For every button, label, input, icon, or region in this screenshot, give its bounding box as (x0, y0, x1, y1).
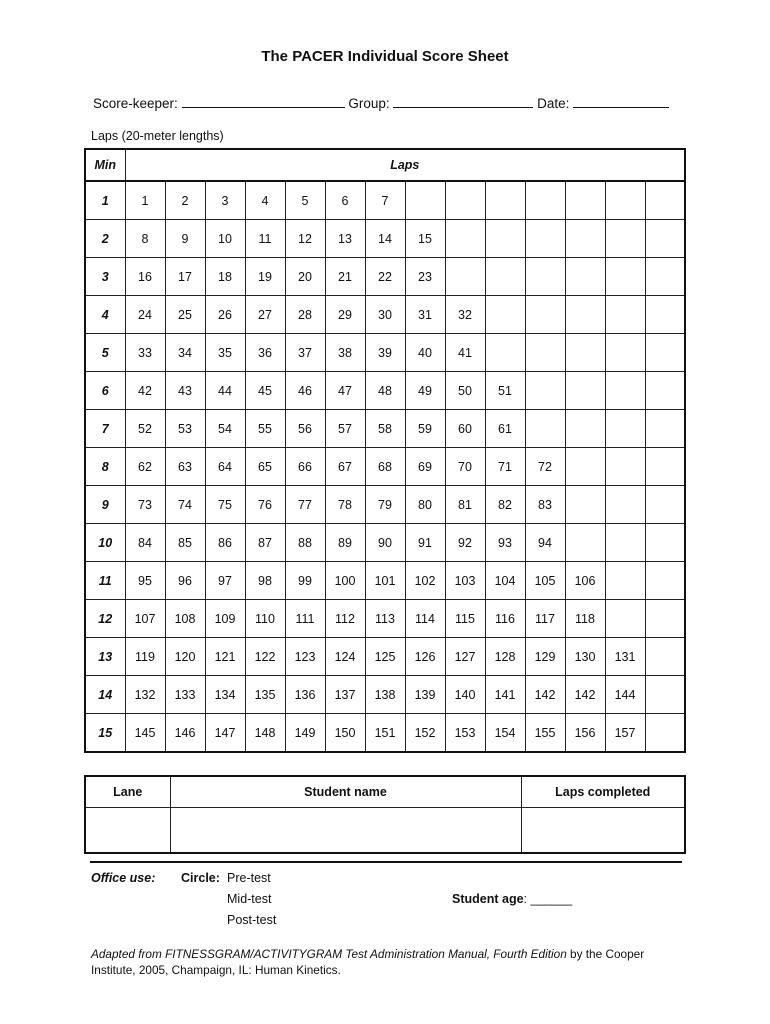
lap-cell[interactable]: 98 (245, 562, 285, 600)
lap-cell[interactable]: 130 (565, 638, 605, 676)
minute-cell: 3 (85, 258, 125, 296)
minute-cell: 6 (85, 372, 125, 410)
lap-cell[interactable]: 141 (485, 676, 525, 714)
lap-cell[interactable]: 7 (365, 181, 405, 220)
laps-row (85, 524, 685, 562)
lap-cell[interactable]: 138 (365, 676, 405, 714)
lap-cell[interactable]: 114 (405, 600, 445, 638)
lap-cell[interactable] (565, 486, 605, 524)
lap-cell[interactable]: 72 (525, 448, 565, 486)
lap-cell[interactable]: 52 (125, 410, 165, 448)
lap-cell[interactable]: 156 (565, 714, 605, 753)
lap-cell[interactable]: 118 (565, 600, 605, 638)
lap-cell[interactable]: 3 (205, 181, 245, 220)
lap-cell[interactable]: 96 (165, 562, 205, 600)
lap-cell[interactable]: 67 (325, 448, 365, 486)
lap-cell[interactable]: 71 (485, 448, 525, 486)
lap-cell[interactable]: 146 (165, 714, 205, 753)
lap-cell[interactable]: 83 (525, 486, 565, 524)
lap-cell[interactable]: 28 (285, 296, 325, 334)
lap-cell[interactable] (645, 220, 685, 258)
option-post-test[interactable]: Post-test (227, 913, 277, 927)
lap-cell[interactable]: 48 (365, 372, 405, 410)
laps-header: Laps (125, 149, 685, 181)
lap-cell[interactable]: 10 (205, 220, 245, 258)
lap-cell[interactable] (565, 296, 605, 334)
lap-cell[interactable]: 65 (245, 448, 285, 486)
lap-cell[interactable]: 62 (125, 448, 165, 486)
lap-cell[interactable]: 103 (445, 562, 485, 600)
lap-cell[interactable]: 29 (325, 296, 365, 334)
page-title: The PACER Individual Score Sheet (261, 48, 509, 65)
laps-row (85, 296, 685, 334)
lap-cell[interactable]: 91 (405, 524, 445, 562)
lap-cell[interactable]: 53 (165, 410, 205, 448)
laps-row (85, 600, 685, 638)
lap-cell[interactable]: 88 (285, 524, 325, 562)
lap-cell[interactable]: 40 (405, 334, 445, 372)
lap-cell[interactable]: 152 (405, 714, 445, 753)
lap-cell[interactable] (605, 486, 645, 524)
lap-cell[interactable]: 6 (325, 181, 365, 220)
laps-body (85, 181, 685, 752)
footnote-source: Adapted from FITNESSGRAM/ACTIVITYGRAM Test Administration Manual, Fourth Edition (91, 947, 567, 961)
lap-cell[interactable] (605, 296, 645, 334)
lap-cell[interactable]: 109 (205, 600, 245, 638)
lap-cell[interactable]: 87 (245, 524, 285, 562)
lap-cell[interactable]: 124 (325, 638, 365, 676)
lap-cell[interactable]: 122 (245, 638, 285, 676)
minute-cell: 15 (85, 714, 125, 753)
lap-cell[interactable]: 135 (245, 676, 285, 714)
student-name-header: Student name (170, 776, 521, 808)
lap-cell[interactable]: 25 (165, 296, 205, 334)
lap-cell[interactable]: 61 (485, 410, 525, 448)
lap-cell[interactable]: 54 (205, 410, 245, 448)
lap-cell[interactable]: 149 (285, 714, 325, 753)
laps-caption: Laps (20-meter lengths) (91, 129, 224, 143)
lap-cell[interactable] (645, 600, 685, 638)
lap-cell[interactable]: 111 (285, 600, 325, 638)
lap-cell[interactable] (525, 181, 565, 220)
lap-cell[interactable] (525, 220, 565, 258)
lap-cell[interactable]: 43 (165, 372, 205, 410)
lap-cell[interactable]: 31 (405, 296, 445, 334)
lap-cell[interactable]: 70 (445, 448, 485, 486)
lap-cell[interactable]: 17 (165, 258, 205, 296)
lap-cell[interactable]: 108 (165, 600, 205, 638)
lap-cell[interactable] (605, 334, 645, 372)
lap-cell[interactable]: 2 (165, 181, 205, 220)
lap-cell[interactable]: 39 (365, 334, 405, 372)
lap-cell[interactable] (605, 600, 645, 638)
lap-cell[interactable] (605, 181, 645, 220)
lap-cell[interactable]: 4 (245, 181, 285, 220)
scorekeeper-field[interactable] (182, 94, 345, 108)
lap-cell[interactable] (485, 220, 525, 258)
lap-cell[interactable]: 144 (605, 676, 645, 714)
lap-cell[interactable]: 142 (565, 676, 605, 714)
lap-cell[interactable]: 102 (405, 562, 445, 600)
lap-cell[interactable]: 9 (165, 220, 205, 258)
lap-cell[interactable]: 128 (485, 638, 525, 676)
lap-cell[interactable]: 56 (285, 410, 325, 448)
lap-cell[interactable]: 148 (245, 714, 285, 753)
student-name-cell[interactable] (170, 808, 521, 854)
lap-cell[interactable]: 120 (165, 638, 205, 676)
lap-cell[interactable]: 22 (365, 258, 405, 296)
lap-cell[interactable]: 151 (365, 714, 405, 753)
lap-cell[interactable]: 77 (285, 486, 325, 524)
lap-cell[interactable] (645, 638, 685, 676)
laps-table (84, 148, 686, 753)
group-label: Group: (348, 96, 390, 111)
lap-cell[interactable]: 131 (605, 638, 645, 676)
lap-cell[interactable]: 95 (125, 562, 165, 600)
lap-cell[interactable]: 26 (205, 296, 245, 334)
lap-cell[interactable]: 137 (325, 676, 365, 714)
minute-cell: 8 (85, 448, 125, 486)
minute-cell: 7 (85, 410, 125, 448)
laps-row (85, 258, 685, 296)
lap-cell[interactable]: 73 (125, 486, 165, 524)
lap-cell[interactable] (445, 258, 485, 296)
lap-cell[interactable]: 5 (285, 181, 325, 220)
laps-row (85, 638, 685, 676)
lap-cell[interactable] (485, 258, 525, 296)
lap-cell[interactable]: 93 (485, 524, 525, 562)
option-pre-test[interactable]: Pre-test (227, 871, 271, 885)
lap-cell[interactable] (565, 372, 605, 410)
lap-cell[interactable]: 90 (365, 524, 405, 562)
lap-cell[interactable]: 8 (125, 220, 165, 258)
minute-cell: 1 (85, 181, 125, 220)
laps-completed-cell[interactable] (521, 808, 685, 854)
lap-cell[interactable]: 123 (285, 638, 325, 676)
lap-cell[interactable] (645, 486, 685, 524)
lap-cell[interactable]: 155 (525, 714, 565, 753)
lap-cell[interactable] (605, 448, 645, 486)
lap-cell[interactable]: 12 (285, 220, 325, 258)
lane-header: Lane (85, 776, 170, 808)
lap-cell[interactable]: 133 (165, 676, 205, 714)
lap-cell[interactable] (565, 334, 605, 372)
lap-cell[interactable]: 63 (165, 448, 205, 486)
lap-cell[interactable]: 18 (205, 258, 245, 296)
lap-cell[interactable] (565, 410, 605, 448)
lap-cell[interactable]: 66 (285, 448, 325, 486)
lap-cell[interactable]: 41 (445, 334, 485, 372)
lap-cell[interactable]: 136 (285, 676, 325, 714)
lap-cell[interactable] (605, 258, 645, 296)
lap-cell[interactable]: 37 (285, 334, 325, 372)
footnote (91, 946, 691, 978)
lap-cell[interactable]: 60 (445, 410, 485, 448)
lap-cell[interactable]: 46 (285, 372, 325, 410)
lap-cell[interactable]: 117 (525, 600, 565, 638)
office-divider (90, 861, 682, 863)
lap-cell[interactable] (525, 410, 565, 448)
minute-cell: 13 (85, 638, 125, 676)
lap-cell[interactable]: 94 (525, 524, 565, 562)
laps-row (85, 372, 685, 410)
lap-cell[interactable] (565, 220, 605, 258)
group-field[interactable] (393, 94, 533, 108)
lap-cell[interactable]: 119 (125, 638, 165, 676)
lap-cell[interactable]: 82 (485, 486, 525, 524)
lap-cell[interactable]: 36 (245, 334, 285, 372)
laps-row (85, 334, 685, 372)
lap-cell[interactable]: 80 (405, 486, 445, 524)
lap-cell[interactable]: 21 (325, 258, 365, 296)
lap-cell[interactable]: 35 (205, 334, 245, 372)
lap-cell[interactable] (605, 524, 645, 562)
option-mid-test[interactable]: Mid-test (227, 892, 272, 906)
lap-cell[interactable]: 116 (485, 600, 525, 638)
lap-cell[interactable] (405, 181, 445, 220)
lap-cell[interactable]: 76 (245, 486, 285, 524)
footnote-citation: by the Cooper Institute, 2005, Champaign, IL: Human Kinetics. (91, 947, 645, 977)
laps-header-row (85, 149, 685, 181)
lap-cell[interactable]: 30 (365, 296, 405, 334)
laps-row (85, 562, 685, 600)
minute-cell: 10 (85, 524, 125, 562)
lap-cell[interactable]: 142 (525, 676, 565, 714)
lap-cell[interactable]: 13 (325, 220, 365, 258)
lap-cell[interactable]: 55 (245, 410, 285, 448)
lap-cell[interactable]: 75 (205, 486, 245, 524)
lap-cell[interactable]: 154 (485, 714, 525, 753)
minute-cell: 11 (85, 562, 125, 600)
lap-cell[interactable]: 16 (125, 258, 165, 296)
lap-cell[interactable]: 100 (325, 562, 365, 600)
lap-cell[interactable]: 45 (245, 372, 285, 410)
lap-cell[interactable]: 34 (165, 334, 205, 372)
lap-cell[interactable]: 64 (205, 448, 245, 486)
lap-cell[interactable] (605, 220, 645, 258)
lap-cell[interactable] (645, 296, 685, 334)
scorekeeper-label: Score-keeper: (93, 96, 178, 111)
lap-cell[interactable] (645, 372, 685, 410)
lap-cell[interactable]: 86 (205, 524, 245, 562)
lap-cell[interactable]: 33 (125, 334, 165, 372)
laps-row (85, 410, 685, 448)
office-use-label: Office use: (91, 871, 156, 885)
lap-cell[interactable]: 23 (405, 258, 445, 296)
lap-cell[interactable]: 78 (325, 486, 365, 524)
lap-cell[interactable]: 15 (405, 220, 445, 258)
lap-cell[interactable] (485, 334, 525, 372)
lap-cell[interactable] (645, 181, 685, 220)
lane-cell[interactable] (85, 808, 170, 854)
lap-cell[interactable]: 81 (445, 486, 485, 524)
lap-cell[interactable]: 69 (405, 448, 445, 486)
lap-cell[interactable]: 1 (125, 181, 165, 220)
lap-cell[interactable] (525, 296, 565, 334)
lap-cell[interactable] (565, 258, 605, 296)
lap-cell[interactable] (485, 181, 525, 220)
laps-completed-header: Laps completed (521, 776, 685, 808)
laps-row (85, 676, 685, 714)
lap-cell[interactable] (605, 562, 645, 600)
lap-cell[interactable]: 105 (525, 562, 565, 600)
lap-cell[interactable]: 19 (245, 258, 285, 296)
lap-cell[interactable]: 129 (525, 638, 565, 676)
laps-row (85, 486, 685, 524)
lap-cell[interactable]: 49 (405, 372, 445, 410)
minute-cell: 9 (85, 486, 125, 524)
lap-cell[interactable]: 113 (365, 600, 405, 638)
minute-cell: 2 (85, 220, 125, 258)
lap-cell[interactable] (565, 181, 605, 220)
lap-cell[interactable]: 126 (405, 638, 445, 676)
lap-cell[interactable]: 106 (565, 562, 605, 600)
min-header: Min (85, 149, 125, 181)
lap-cell[interactable]: 85 (165, 524, 205, 562)
lap-cell[interactable]: 150 (325, 714, 365, 753)
circle-label: Circle: (181, 871, 220, 885)
lap-cell[interactable] (525, 372, 565, 410)
header-fields (93, 94, 669, 111)
lap-cell[interactable]: 20 (285, 258, 325, 296)
lap-cell[interactable] (645, 410, 685, 448)
student-header-row (85, 776, 685, 808)
lap-cell[interactable]: 51 (485, 372, 525, 410)
lap-cell[interactable] (645, 334, 685, 372)
lap-cell[interactable] (645, 562, 685, 600)
minute-cell: 12 (85, 600, 125, 638)
lap-cell[interactable]: 74 (165, 486, 205, 524)
lap-cell[interactable]: 32 (445, 296, 485, 334)
laps-row (85, 714, 685, 753)
minute-cell: 14 (85, 676, 125, 714)
lap-cell[interactable]: 38 (325, 334, 365, 372)
lap-cell[interactable]: 112 (325, 600, 365, 638)
lap-cell[interactable]: 115 (445, 600, 485, 638)
laps-row (85, 181, 685, 220)
lap-cell[interactable]: 110 (245, 600, 285, 638)
date-label: Date: (537, 96, 570, 111)
lap-cell[interactable] (565, 448, 605, 486)
lap-cell[interactable] (565, 524, 605, 562)
lap-cell[interactable] (525, 334, 565, 372)
lap-cell[interactable]: 157 (605, 714, 645, 753)
lap-cell[interactable]: 14 (365, 220, 405, 258)
lap-cell[interactable]: 79 (365, 486, 405, 524)
lap-cell[interactable] (645, 524, 685, 562)
lap-cell[interactable]: 121 (205, 638, 245, 676)
student-table (84, 775, 686, 854)
lap-cell[interactable]: 132 (125, 676, 165, 714)
lap-cell[interactable]: 57 (325, 410, 365, 448)
lap-cell[interactable]: 50 (445, 372, 485, 410)
lap-cell[interactable]: 89 (325, 524, 365, 562)
lap-cell[interactable]: 97 (205, 562, 245, 600)
lap-cell[interactable]: 125 (365, 638, 405, 676)
lap-cell[interactable] (445, 220, 485, 258)
lap-cell[interactable]: 153 (445, 714, 485, 753)
date-field[interactable] (573, 94, 669, 108)
lap-cell[interactable]: 101 (365, 562, 405, 600)
lap-cell[interactable]: 140 (445, 676, 485, 714)
lap-cell[interactable]: 127 (445, 638, 485, 676)
lap-cell[interactable]: 139 (405, 676, 445, 714)
lap-cell[interactable] (525, 258, 565, 296)
student-age-label: Student age (452, 892, 524, 906)
lap-cell[interactable]: 92 (445, 524, 485, 562)
lap-cell[interactable] (645, 448, 685, 486)
lap-cell[interactable] (445, 181, 485, 220)
lap-cell[interactable]: 68 (365, 448, 405, 486)
lap-cell[interactable]: 107 (125, 600, 165, 638)
lap-cell[interactable]: 42 (125, 372, 165, 410)
lap-cell[interactable]: 99 (285, 562, 325, 600)
lap-cell[interactable] (645, 258, 685, 296)
lap-cell[interactable]: 59 (405, 410, 445, 448)
student-entry-row (85, 808, 685, 854)
lap-cell[interactable]: 58 (365, 410, 405, 448)
laps-row (85, 448, 685, 486)
lap-cell[interactable] (485, 296, 525, 334)
lap-cell[interactable]: 147 (205, 714, 245, 753)
lap-cell[interactable]: 145 (125, 714, 165, 753)
lap-cell[interactable] (605, 410, 645, 448)
lap-cell[interactable]: 44 (205, 372, 245, 410)
lap-cell[interactable]: 24 (125, 296, 165, 334)
minute-cell: 5 (85, 334, 125, 372)
minute-cell: 4 (85, 296, 125, 334)
lap-cell[interactable]: 84 (125, 524, 165, 562)
lap-cell[interactable]: 104 (485, 562, 525, 600)
laps-row (85, 220, 685, 258)
lap-cell[interactable] (645, 676, 685, 714)
lap-cell[interactable]: 47 (325, 372, 365, 410)
lap-cell[interactable]: 11 (245, 220, 285, 258)
lap-cell[interactable] (645, 714, 685, 753)
lap-cell[interactable]: 27 (245, 296, 285, 334)
student-age-field[interactable]: : ______ (523, 892, 573, 906)
lap-cell[interactable] (605, 372, 645, 410)
lap-cell[interactable]: 134 (205, 676, 245, 714)
